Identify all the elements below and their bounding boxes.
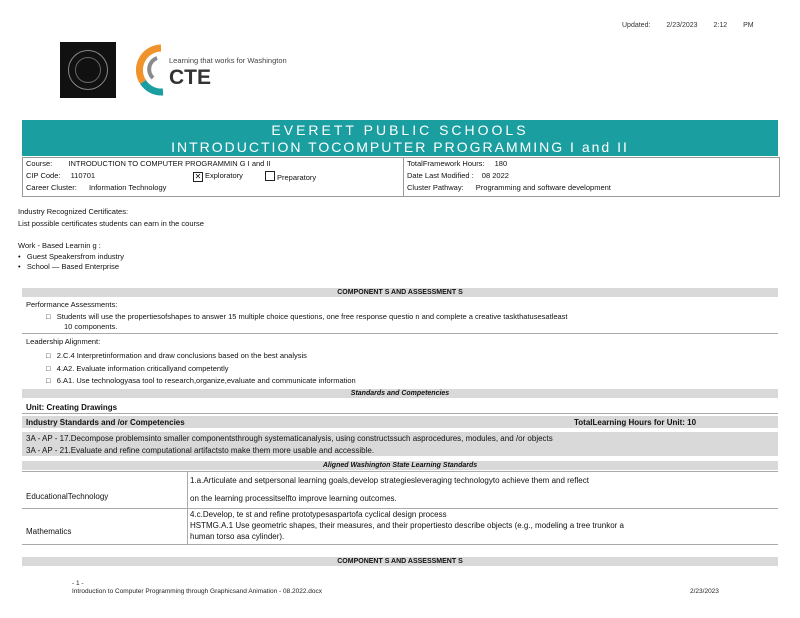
unit-hours: TotalLearning Hours for Unit: 10 bbox=[574, 418, 697, 427]
updated-ampm: PM bbox=[743, 22, 754, 29]
school-seal-logo bbox=[60, 42, 116, 98]
aligned-line: 4.c.Develop, te st and refine prototypesaspartofa cyclical design process bbox=[190, 510, 447, 519]
certificates-title: Industry Recognized Certificates: bbox=[18, 207, 129, 216]
wbl-section bbox=[18, 241, 124, 271]
course-row: Course: INTRODUCTION TO COMPUTER PROGRAMMIN G I and II bbox=[26, 159, 271, 168]
cip-row: CIP Code: 110701 bbox=[26, 171, 96, 180]
exploratory-checkbox[interactable]: ✕ Exploratory bbox=[194, 171, 243, 181]
leadership-item: □ 6.A1. Use technologyasa tool to research,organize,evaluate and communicate information bbox=[46, 376, 356, 385]
aligned-line: HSTMG.A.1 Use geometric shapes, their measures, and their propertiesto describe objects (e.g., modeling a tree trunkor a bbox=[190, 521, 624, 530]
course-name: INTRODUCTION TO COMPUTER PROGRAMMIN G I and II bbox=[68, 159, 271, 168]
leadership-item: □ 2.C.4 Interpretinformation and draw conclusions based on the best analysis bbox=[46, 351, 307, 360]
page-number: - 1 - bbox=[72, 580, 84, 587]
competencies-box bbox=[22, 432, 778, 456]
standards-bar: Standards and Competencies bbox=[22, 389, 778, 398]
cip-code: 110701 bbox=[70, 171, 96, 180]
aligned-table bbox=[22, 471, 778, 545]
leadership-item: □ 4.A2. Evaluate information criticallyand competently bbox=[46, 364, 229, 373]
aligned-line: on the learning processitselfto improve learning outcomes. bbox=[190, 494, 397, 503]
competency-item: 3A - AP - 17.Decompose problemsinto smaller componentsthrough systematicanalysis, using constructssuch asprocedures, modules, and /or objects bbox=[26, 434, 553, 443]
aligned-line: human torso asa cylinder). bbox=[190, 532, 285, 541]
career-row: Career Cluster: Information Technology bbox=[26, 183, 167, 192]
career-cluster: Information Technology bbox=[88, 183, 167, 192]
performance-title: Performance Assessments: bbox=[26, 300, 118, 309]
leadership-title: Leadership Alignment: bbox=[26, 337, 101, 346]
certificates-text: List possible certificates students can earn in the course bbox=[18, 219, 204, 228]
updated-label: Updated: bbox=[622, 22, 651, 29]
cluster-pathway: Programming and software development bbox=[475, 183, 611, 192]
aligned-subject: Mathematics bbox=[26, 527, 72, 536]
footer-date: 2/23/2023 bbox=[690, 588, 719, 595]
wbl-item: • Guest Speakersfrom industry bbox=[18, 252, 125, 261]
certificates-section bbox=[18, 207, 204, 228]
total-hours: 180 bbox=[494, 159, 508, 168]
footer-doc: Introduction to Computer Programming through Graphicsand Animation - 08.2022.docx bbox=[72, 588, 323, 595]
preparatory-checkbox[interactable]: Preparatory bbox=[265, 171, 316, 182]
standards-left: Industry Standards and /or Competencies bbox=[26, 418, 185, 427]
course-info-box bbox=[22, 157, 780, 197]
cte-brand: CTE bbox=[169, 66, 211, 89]
date-row: Date Last Modified : 08 2022 bbox=[407, 171, 509, 180]
pathway-row: Cluster Pathway: Programming and software development bbox=[407, 183, 611, 192]
aligned-subject: EducationalTechnology bbox=[26, 492, 109, 501]
cte-tagline: Learning that works for Washington bbox=[169, 56, 287, 65]
banner-school: EVERETT PUBLIC SCHOOLS bbox=[271, 122, 529, 138]
aligned-title: Aligned Washington State Learning Standards bbox=[22, 461, 778, 470]
wbl-title: Work - Based Learnin g : bbox=[18, 241, 101, 250]
title-banner bbox=[22, 120, 778, 156]
total-hours-row: TotalFramework Hours: 180 bbox=[407, 159, 508, 168]
wbl-item: • School — Based Enterprise bbox=[18, 262, 120, 271]
aligned-line: 1.a.Articulate and setpersonal learning goals,develop strategiesleveraging technologyto achieve them and reflect bbox=[190, 476, 589, 485]
date-modified: 08 2022 bbox=[481, 171, 509, 180]
unit-label: Unit: Creating Drawings bbox=[26, 403, 118, 412]
updated-date: 2/23/2023 bbox=[666, 22, 698, 29]
components-bar: COMPONENT S AND ASSESSMENT S bbox=[22, 288, 778, 297]
banner-course: INTRODUCTION TOCOMPUTER PROGRAMMING I and II bbox=[171, 139, 629, 155]
cte-logo bbox=[133, 42, 313, 98]
updated-line bbox=[622, 22, 768, 29]
competency-item: 3A - AP - 21.Evaluate and refine computational artifactsto make them more usable and accessible. bbox=[26, 446, 375, 455]
performance-bullet: □ Students will use the propertiesofshapes to answer 15 multiple choice questions, one free response questio n and complete a creative taskthatusesatleast bbox=[46, 312, 568, 321]
standards-header bbox=[22, 416, 778, 428]
updated-time: 2:12 bbox=[713, 22, 728, 29]
components-bar-2: COMPONENT S AND ASSESSMENT S bbox=[22, 557, 778, 566]
unit-row bbox=[22, 401, 778, 414]
performance-cont: 10 components. bbox=[64, 322, 118, 331]
